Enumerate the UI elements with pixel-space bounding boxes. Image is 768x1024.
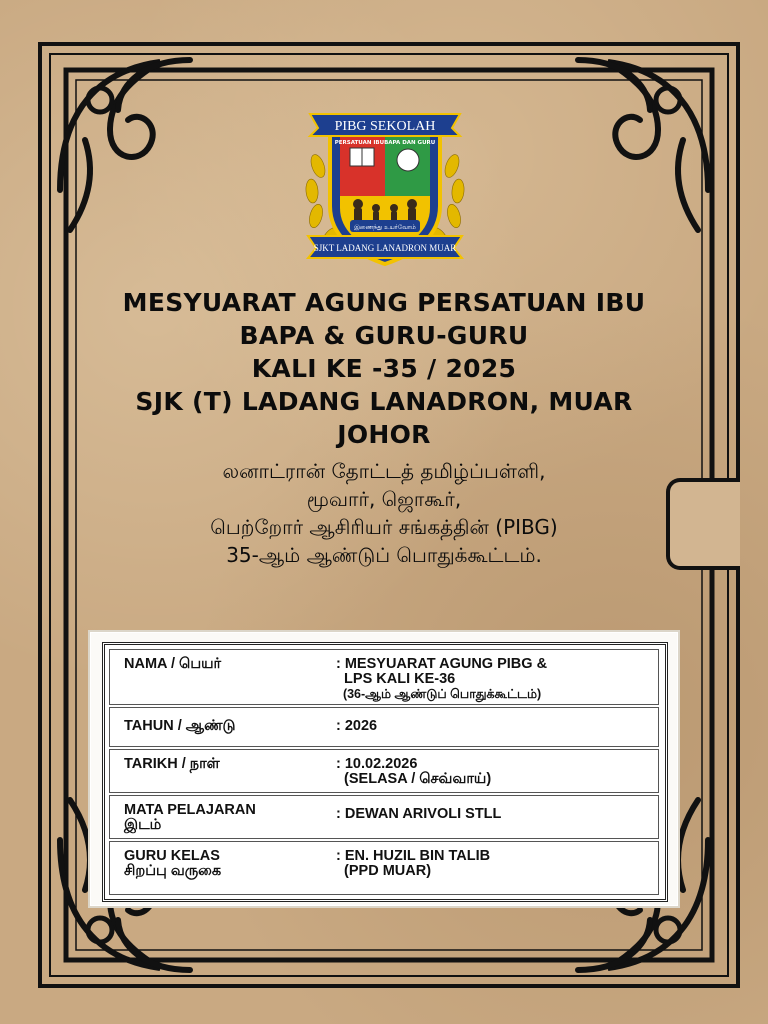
title-line-3: KALI KE -35 / 2025 (251, 354, 517, 383)
tamil-line-4: 35-ஆம் ஆண்டுப் பொதுக்கூட்டம். (226, 543, 542, 567)
tamil-line-1: லனாட்ரான் தோட்டத் தமிழ்ப்பள்ளி, (222, 459, 546, 483)
tamil-line-2: மூவார், ஜொகூர், (306, 487, 462, 511)
info-table (102, 642, 668, 902)
school-logo (300, 96, 470, 276)
row-value: : DEWAN ARIVOLI STLL (336, 806, 502, 822)
row-value: : 2026 (336, 718, 378, 734)
row-label: NAMA / பெயர் (124, 656, 222, 672)
row-label-line2: சிறப்பு வருகை (124, 863, 222, 879)
row-label: MATA PELAJARAN (124, 802, 256, 818)
row-value-line2: (PPD MUAR) (336, 863, 432, 879)
row-value: : EN. HUZIL BIN TALIB (336, 848, 491, 864)
row-label: TARIKH / நாள் (124, 756, 220, 772)
table-row-guest (109, 841, 659, 895)
meeting-title-block (60, 286, 708, 569)
row-label: TAHUN / ஆண்டு (124, 718, 236, 734)
corner-ornament-top-right (578, 60, 708, 230)
title-line-4: SJK (T) LADANG LANADRON, MUAR (135, 387, 633, 416)
row-label-line2: இடம் (124, 817, 162, 833)
logo-subtitle: PERSATUAN IBUBAPA DAN GURU (334, 140, 436, 146)
title-line-1: MESYUARAT AGUNG PERSATUAN IBU (122, 288, 646, 317)
table-row-date (109, 749, 659, 793)
logo-bottom-banner: SJKT LADANG LANADRON MUAR (313, 243, 457, 253)
title-line-2: BAPA & GURU-GURU (239, 321, 529, 350)
logo-motto: இணைந்து உயர்வோம் (354, 224, 416, 231)
row-label: GURU KELAS (124, 848, 220, 864)
tamil-line-3: பெற்றோர் ஆசிரியர் சங்கத்தின் (PIBG) (210, 515, 558, 539)
table-row-venue (109, 795, 659, 839)
title-line-5: JOHOR (337, 420, 431, 449)
corner-ornament-top-left (60, 60, 190, 230)
row-value-line2: LPS KALI KE-36 (336, 671, 456, 687)
table-row-year (109, 707, 659, 747)
row-value-line3: (36-ஆம் ஆண்டுப் பொதுக்கூட்டம்) (336, 687, 542, 701)
table-row-name (109, 649, 659, 705)
row-value: : MESYUARAT AGUNG PIBG & (336, 656, 548, 672)
row-value-line2: (SELASA / செவ்வாய்) (336, 771, 492, 787)
row-value: : 10.02.2026 (336, 756, 418, 772)
logo-top-banner: PIBG SEKOLAH (334, 119, 436, 134)
info-card (88, 630, 680, 908)
